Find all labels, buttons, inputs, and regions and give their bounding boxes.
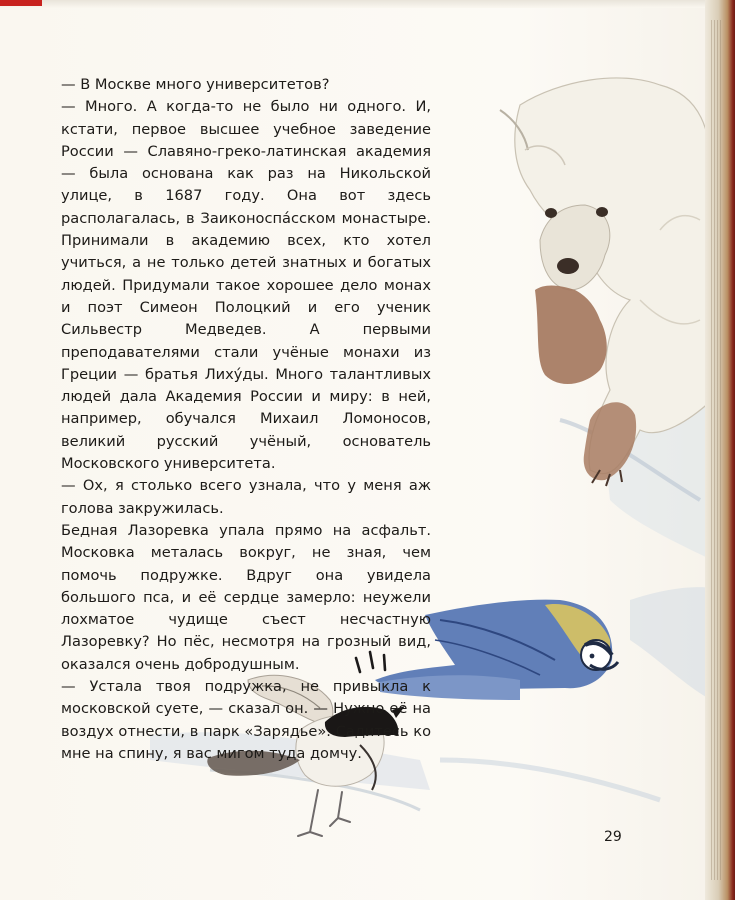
page-edge-lines xyxy=(711,20,723,880)
book-page-edge xyxy=(705,0,735,900)
paragraph-1: — В Москве много университетов? xyxy=(61,76,330,93)
page-number: 29 xyxy=(604,829,622,845)
blue-tit-eye-icon xyxy=(590,654,595,659)
paragraph-2: — Много. А когда-то не было ни одного. И, кстати, первое высшее учебное заведение России — Славяно-греко-латинская академия — была основана как раз на Никольской улице, в 1687 году. Она вот здесь располагалась, в Заиконоспáсском монастыре. Принимали в академию всех, кто хотел учиться, а не только детей знатных и богатых людей. Придумали такое хорошее дело монах и поэт Симеон Полоцкий и его ученик Сильвестр Медведев. А первыми преподавателями стали учёные монахи из Греции — братья Лихýды. Много талантливых людей дала Академия России и миру: в ней, например, обучался Михаил Ломоносов, великий русский учёный, основатель Московского университета. xyxy=(61,98,431,473)
paragraph-3: — Ох, я столько всего узнала, что у меня аж голова закружилась. xyxy=(61,477,431,517)
paragraph-4: Бедная Лазоревка упала прямо на асфальт. Московка металась вокруг, не зная, чем помочь подружке. Вдруг она увидела большого пса, и её сердце замерло: неужели лохматое чудище съест несчастную Лазоревку? Но пёс, несмотря на грозный вид, оказался очень добродушным. xyxy=(61,521,431,673)
paragraph-5: — Устала твоя подружка, не привыкла к московской суете, — сказал он. — Нужно её на воздух отнести, в парк «Зарядье». Садитесь ко мне на спину, я вас мигом туда домчу. xyxy=(61,678,431,762)
dog-nose-icon xyxy=(557,258,579,274)
story-text xyxy=(61,74,431,765)
dog-eye-right-icon xyxy=(596,207,608,217)
dog-eye-left-icon xyxy=(545,208,557,218)
